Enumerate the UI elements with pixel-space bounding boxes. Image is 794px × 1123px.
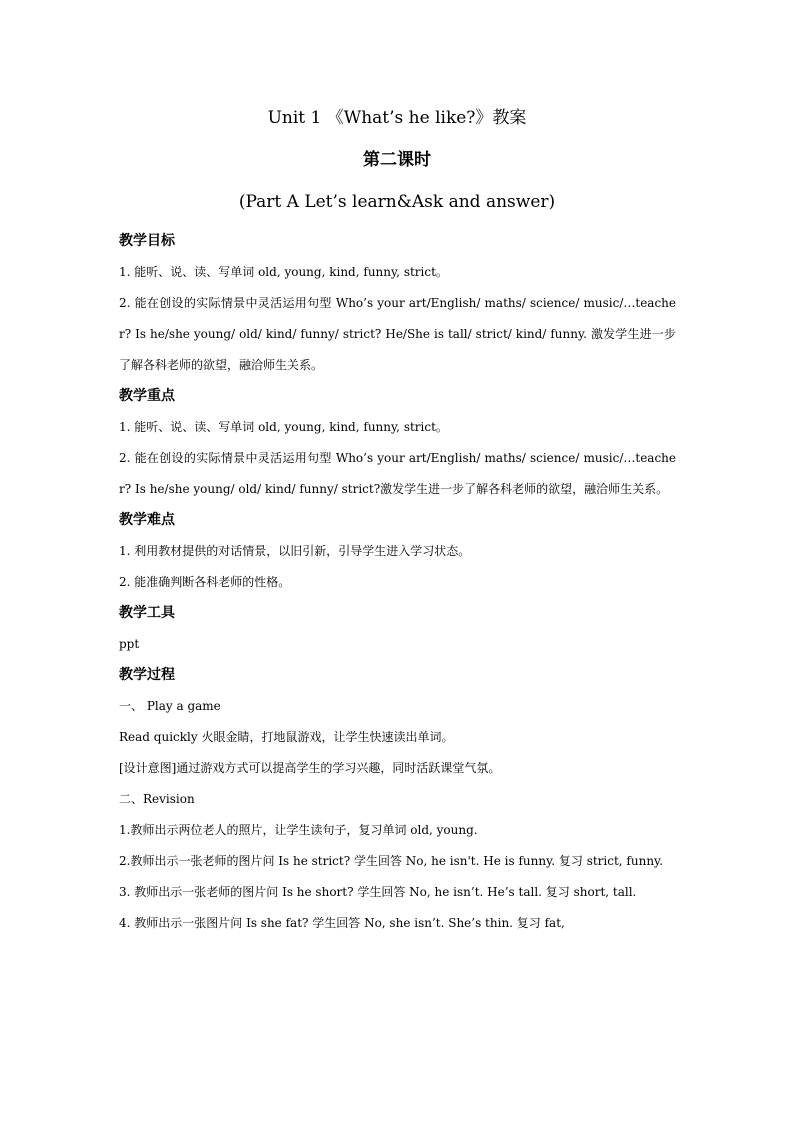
paragraph: 2. 能在创设的实际情景中灵活运用句型 Who’s your art/English/ maths/ science/ music/…teacher? Is he/she young/ old/ kind/ funny/ strict? He/She is tall/ strict/ kind/ funny. 激发学生进一步了解各科老师的欲望，融洽师生关系。 (119, 296, 676, 372)
paragraph: 2. 能在创设的实际情景中灵活运用句型 Who’s your art/English/ maths/ science/ music/…teacher? Is he/she young/ old/ kind/ funny/ strict?激发学生进一步了解各科老师的欲望，融洽师生关系。 (119, 451, 676, 496)
paragraph: 二、Revision (119, 792, 195, 806)
section-heading-procedure: 教学过程 (119, 667, 175, 683)
section-heading-objectives: 教学目标 (119, 233, 175, 249)
paragraph: 2.教师出示一张老师的图片问 Is he strict? 学生回答 No, he isn't. He is funny. 复习 strict, funny. (119, 854, 664, 868)
section-heading-tools: 教学工具 (119, 605, 175, 621)
document-body (119, 226, 676, 939)
lesson-part-title: (Part A Let’s learn&Ask and answer) (238, 192, 556, 212)
paragraph: 1. 能听、说、读、写单词 old, young, kind, funny, strict。 (119, 420, 448, 434)
paragraph: 4. 教师出示一张图片问 Is she fat? 学生回答 No, she isn’t. She’s thin. 复习 fat, (119, 916, 565, 930)
paragraph: 2. 能准确判断各科老师的性格。 (119, 575, 291, 589)
paragraph: Read quickly 火眼金睛，打地鼠游戏，让学生快速读出单词。 (119, 730, 454, 744)
document-title: Unit 1 《What’s he like?》教案 (267, 108, 527, 128)
paragraph: [设计意图]通过游戏方式可以提高学生的学习兴趣，同时活跃课堂气氛。 (119, 761, 501, 775)
paragraph: 3. 教师出示一张老师的图片问 Is he short? 学生回答 No, he isn’t. He’s tall. 复习 short, tall. (119, 885, 637, 899)
paragraph: 1.教师出示两位老人的照片，让学生读句子，复习单词 old, young. (119, 823, 478, 837)
lesson-subtitle: 第二课时 (363, 150, 431, 170)
paragraph: ppt (119, 637, 140, 651)
section-heading-difficulties: 教学难点 (119, 512, 175, 528)
paragraph: 一、 Play a game (119, 699, 221, 713)
section-heading-key-points: 教学重点 (119, 388, 175, 404)
paragraph: 1. 利用教材提供的对话情景，以旧引新，引导学生进入学习状态。 (119, 544, 471, 558)
paragraph: 1. 能听、说、读、写单词 old, young, kind, funny, strict。 (119, 265, 448, 279)
